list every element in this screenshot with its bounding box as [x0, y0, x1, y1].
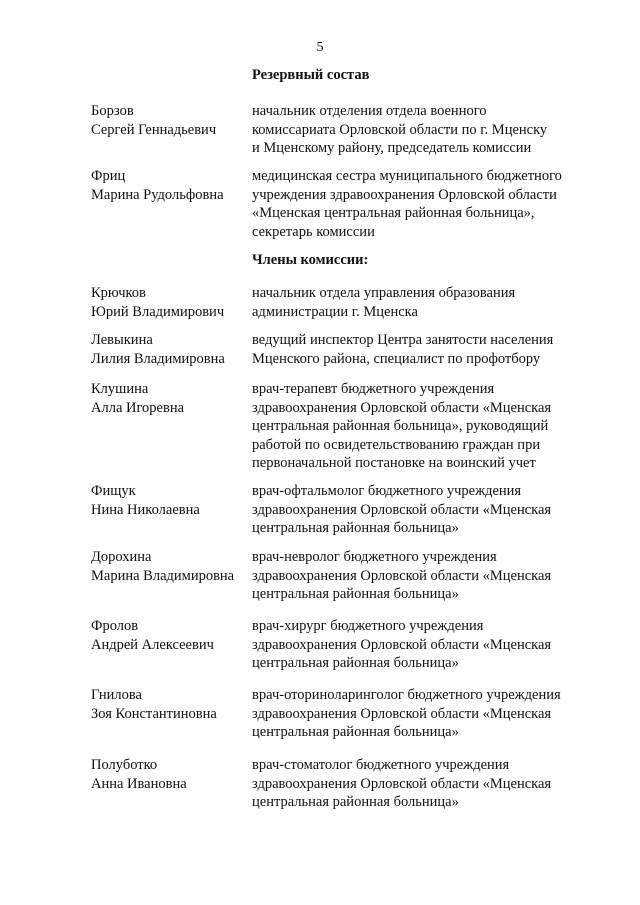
- role-line: врач-терапевт бюджетного учреждения: [252, 381, 495, 397]
- role-line: работой по освидетельствованию граждан при: [252, 436, 541, 453]
- role-line: секретарь комиссии: [252, 223, 375, 240]
- person-given-name: Андрей Алексеевич: [91, 636, 214, 653]
- person-name: [91, 380, 249, 417]
- person-role: [252, 686, 582, 742]
- role-line: «Мценская центральная районная больница»,: [252, 205, 535, 221]
- role-line: комиссариата Орловской области по г. Мценску: [252, 121, 548, 138]
- person-role: [252, 167, 582, 241]
- person-role: [252, 756, 582, 812]
- person-given-name: Анна Ивановна: [91, 775, 187, 792]
- person-role: [252, 482, 582, 538]
- person-role: [252, 548, 582, 604]
- person-name: [91, 548, 249, 585]
- page-number: 5: [316, 40, 324, 55]
- role-line: центральная районная больница»: [252, 724, 459, 740]
- role-line: начальник отдела управления образования: [252, 285, 516, 301]
- members-heading: Члены комиссии:: [252, 252, 369, 268]
- person-name: [91, 331, 249, 368]
- person-surname: Фролов: [91, 618, 139, 634]
- role-line: администрации г. Мценска: [252, 303, 418, 320]
- role-line: центральная районная больница»: [252, 655, 459, 671]
- person-name: [91, 167, 249, 204]
- role-line: здравоохранения Орловской области «Мценская: [252, 501, 552, 518]
- role-line: и Мценскому району, председатель комиссии: [252, 140, 532, 156]
- role-line: первоначальной постановке на воинский учет: [252, 455, 536, 471]
- person-surname: Левыкина: [91, 332, 153, 348]
- role-line: здравоохранения Орловской области «Мценская: [252, 775, 552, 792]
- person-given-name: Юрий Владимирович: [91, 303, 225, 320]
- person-given-name: Нина Николаевна: [91, 501, 200, 518]
- person-name: [91, 284, 249, 321]
- person-role: [252, 380, 582, 473]
- person-given-name: Алла Игоревна: [91, 399, 185, 416]
- role-line: здравоохранения Орловской области «Мценская: [252, 399, 552, 416]
- person-role: [252, 284, 582, 321]
- person-given-name: Марина Владимировна: [91, 567, 235, 584]
- person-role: [252, 102, 582, 158]
- person-surname: Крючков: [91, 285, 146, 301]
- person-given-name: Марина Рудольфовна: [91, 186, 224, 203]
- role-line: врач-оториноларинголог бюджетного учреждения: [252, 687, 561, 703]
- role-line: врач-офтальмолог бюджетного учреждения: [252, 483, 522, 499]
- role-line: центральная районная больница»: [252, 520, 459, 536]
- person-given-name: Зоя Константиновна: [91, 705, 217, 722]
- role-line: здравоохранения Орловской области «Мценская: [252, 705, 552, 722]
- person-surname: Полуботко: [91, 757, 158, 773]
- role-line: центральная районная больница», руководящий: [252, 418, 549, 434]
- person-surname: Фриц: [91, 168, 126, 184]
- role-line: учреждения здравоохранения Орловской области: [252, 186, 557, 203]
- person-name: [91, 102, 249, 139]
- role-line: центральная районная больница»: [252, 586, 459, 602]
- person-surname: Клушина: [91, 381, 149, 397]
- role-line: начальник отделения отдела военного: [252, 103, 487, 119]
- person-name: [91, 686, 249, 723]
- person-name: [91, 756, 249, 793]
- person-name: [91, 617, 249, 654]
- person-surname: Борзов: [91, 103, 134, 119]
- role-line: здравоохранения Орловской области «Мценская: [252, 636, 552, 653]
- role-line: врач-стоматолог бюджетного учреждения: [252, 757, 510, 773]
- role-line: центральная районная больница»: [252, 794, 459, 810]
- role-line: медицинская сестра муниципального бюджетного: [252, 168, 562, 184]
- role-line: Мценского района, специалист по профотбору: [252, 350, 541, 367]
- person-name: [91, 482, 249, 519]
- person-role: [252, 331, 582, 368]
- role-line: врач-хирург бюджетного учреждения: [252, 618, 484, 634]
- person-given-name: Лилия Владимировна: [91, 350, 225, 367]
- role-line: здравоохранения Орловской области «Мценская: [252, 567, 552, 584]
- person-role: [252, 617, 582, 673]
- person-given-name: Сергей Геннадьевич: [91, 121, 217, 138]
- reserve-heading: Резервный состав: [252, 67, 370, 83]
- person-surname: Фищук: [91, 483, 136, 499]
- person-surname: Гнилова: [91, 687, 142, 703]
- role-line: врач-невролог бюджетного учреждения: [252, 549, 497, 565]
- role-line: ведущий инспектор Центра занятости населения: [252, 332, 554, 348]
- person-surname: Дорохина: [91, 549, 152, 565]
